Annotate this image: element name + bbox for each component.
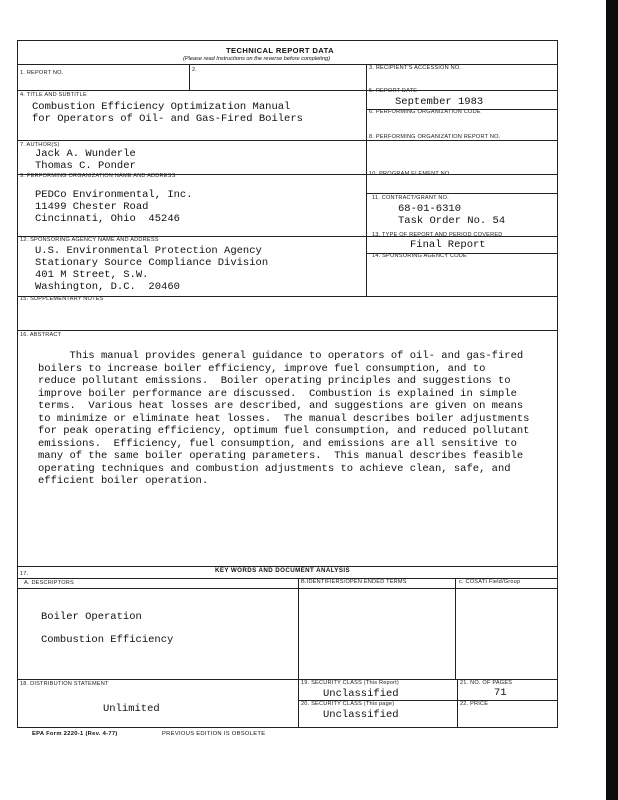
rule [17,330,558,331]
keywords-title: KEY WORDS AND DOCUMENT ANALYSIS [215,567,351,574]
contract-label: 11. CONTRACT/GRANT NO. [372,195,449,201]
rule [17,140,558,141]
security-page-value: Unclassified [323,709,399,721]
rule [366,193,558,194]
form-title: TECHNICAL REPORT DATA [226,46,334,55]
sponsor-code-label: 14. SPONSORING AGENCY CODE [372,253,467,259]
title-line-1: Combustion Efficiency Optimization Manual [32,101,291,113]
report-date-label: 5. REPORT DATE [369,88,418,94]
title-line-2: for Operators of Oil- and Gas-Fired Boilers [32,113,303,125]
distribution-label: 18. DISTRIBUTION STATEMENT [20,681,109,687]
sponsor-line-3: 401 M Street, S.W. [35,269,149,281]
perf-org-line-2: 11499 Chester Road [35,201,149,213]
author-1: Jack A. Wunderle [35,148,136,160]
box-2-label: 2. [192,67,198,73]
sponsor-label: 12. SPONSORING AGENCY NAME AND ADDRESS [20,237,159,243]
descriptor-item: Combustion Efficiency [41,634,174,646]
report-date: September 1983 [395,96,484,108]
abstract-line: emissions. Efficiency, fuel consumption, and emissions are all sensitive to [38,437,517,450]
descriptor-item: Boiler Operation [41,611,142,623]
program-element-label: 10. PROGRAM ELEMENT NO. [369,171,452,177]
abstract-line: many of the same boiler operating parameters. This manual describes feasible [38,450,524,462]
perf-org-name-label: 9. PERFORMING ORGANIZATION NAME AND ADDRESS [20,173,176,179]
pages-value: 71 [494,687,507,699]
form-instructions: (Please read Instructions on the reverse before completing) [183,56,331,62]
abstract-label: 16. ABSTRACT [20,332,62,338]
descriptors-header: A. DESCRIPTORS [24,580,74,586]
contract-no: 68-01-6310 [398,203,462,215]
edition-note: PREVIOUS EDITION IS OBSOLETE [162,731,266,737]
sponsor-line-2: Stationary Source Compliance Division [35,257,269,269]
supp-notes-label: 15. SUPPLEMENTARY NOTES [20,296,104,302]
rule [189,64,190,90]
identifiers-header: B.IDENTIFIERS/OPEN ENDED TERMS [301,579,407,585]
rule [457,679,458,728]
report-type-label: 13. TYPE OF REPORT AND PERIOD COVERED [372,232,503,238]
abstract-line: terms. Various heat losses are described, and suggestions are given on means [38,400,524,412]
price-label: 22. PRICE [460,701,489,707]
perf-org-code-label: 6. PERFORMING ORGANIZATION CODE [369,109,481,115]
report-no-label: 1. REPORT NO. [20,70,64,76]
abstract-line: operating techniques and combustion adjustments to achieve clean, safe, and [38,462,511,475]
rule [366,64,367,296]
pages-label: 21. NO. OF PAGES [460,680,513,686]
rule [455,578,456,679]
perf-org-line-1: PEDCo Environmental, Inc. [35,189,193,201]
distribution-value: Unlimited [103,703,160,715]
security-report-label: 19. SECURITY CLASS (This Report) [301,680,400,686]
scan-edge [606,0,618,800]
abstract-line: for peak operating efficiency, optimum fuel consumption, and reduced pollutant [38,425,530,437]
accession-label: 3. RECIPIENT'S ACCESSION NO. [369,65,462,71]
perf-org-line-3: Cincinnati, Ohio 45246 [35,213,180,225]
perf-org-report-label: 8. PERFORMING ORGANIZATION REPORT NO. [369,134,501,140]
keywords-number: 17. [20,571,29,577]
abstract-line: improve boiler performance are discussed. Combustion is explained in simple [38,387,517,400]
rule [17,90,558,91]
security-page-label: 20. SECURITY CLASS (This page) [301,701,395,707]
rule [17,588,558,589]
form-number: EPA Form 2220-1 (Rev. 4-77) [32,731,118,737]
abstract-line: efficient boiler operation. [38,475,209,487]
task-order: Task Order No. 54 [398,215,506,227]
sponsor-line-1: U.S. Environmental Protection Agency [35,245,262,257]
abstract-line: to minimize or eliminate heat losses. The manual describes boiler adjustments [38,412,530,425]
title-label: 4. TITLE AND SUBTITLE [20,92,87,98]
rule [298,578,299,728]
security-report-value: Unclassified [323,688,399,700]
authors-label: 7. AUTHOR(S) [20,142,60,148]
abstract-line: boilers to increase boiler efficiency, improve fuel consumption, and to [38,362,486,375]
abstract-line: This manual provides general guidance to operators of oil- and gas-fired [38,350,524,362]
rule [17,64,558,65]
sponsor-line-4: Washington, D.C. 20460 [35,281,180,293]
cosati-header: c. COSATI Field/Group [459,579,521,585]
abstract-line: reduce pollutant emissions. Boiler operating principles and suggestions to [38,375,511,387]
report-type: Final Report [410,239,486,251]
author-2: Thomas C. Ponder [35,160,136,172]
